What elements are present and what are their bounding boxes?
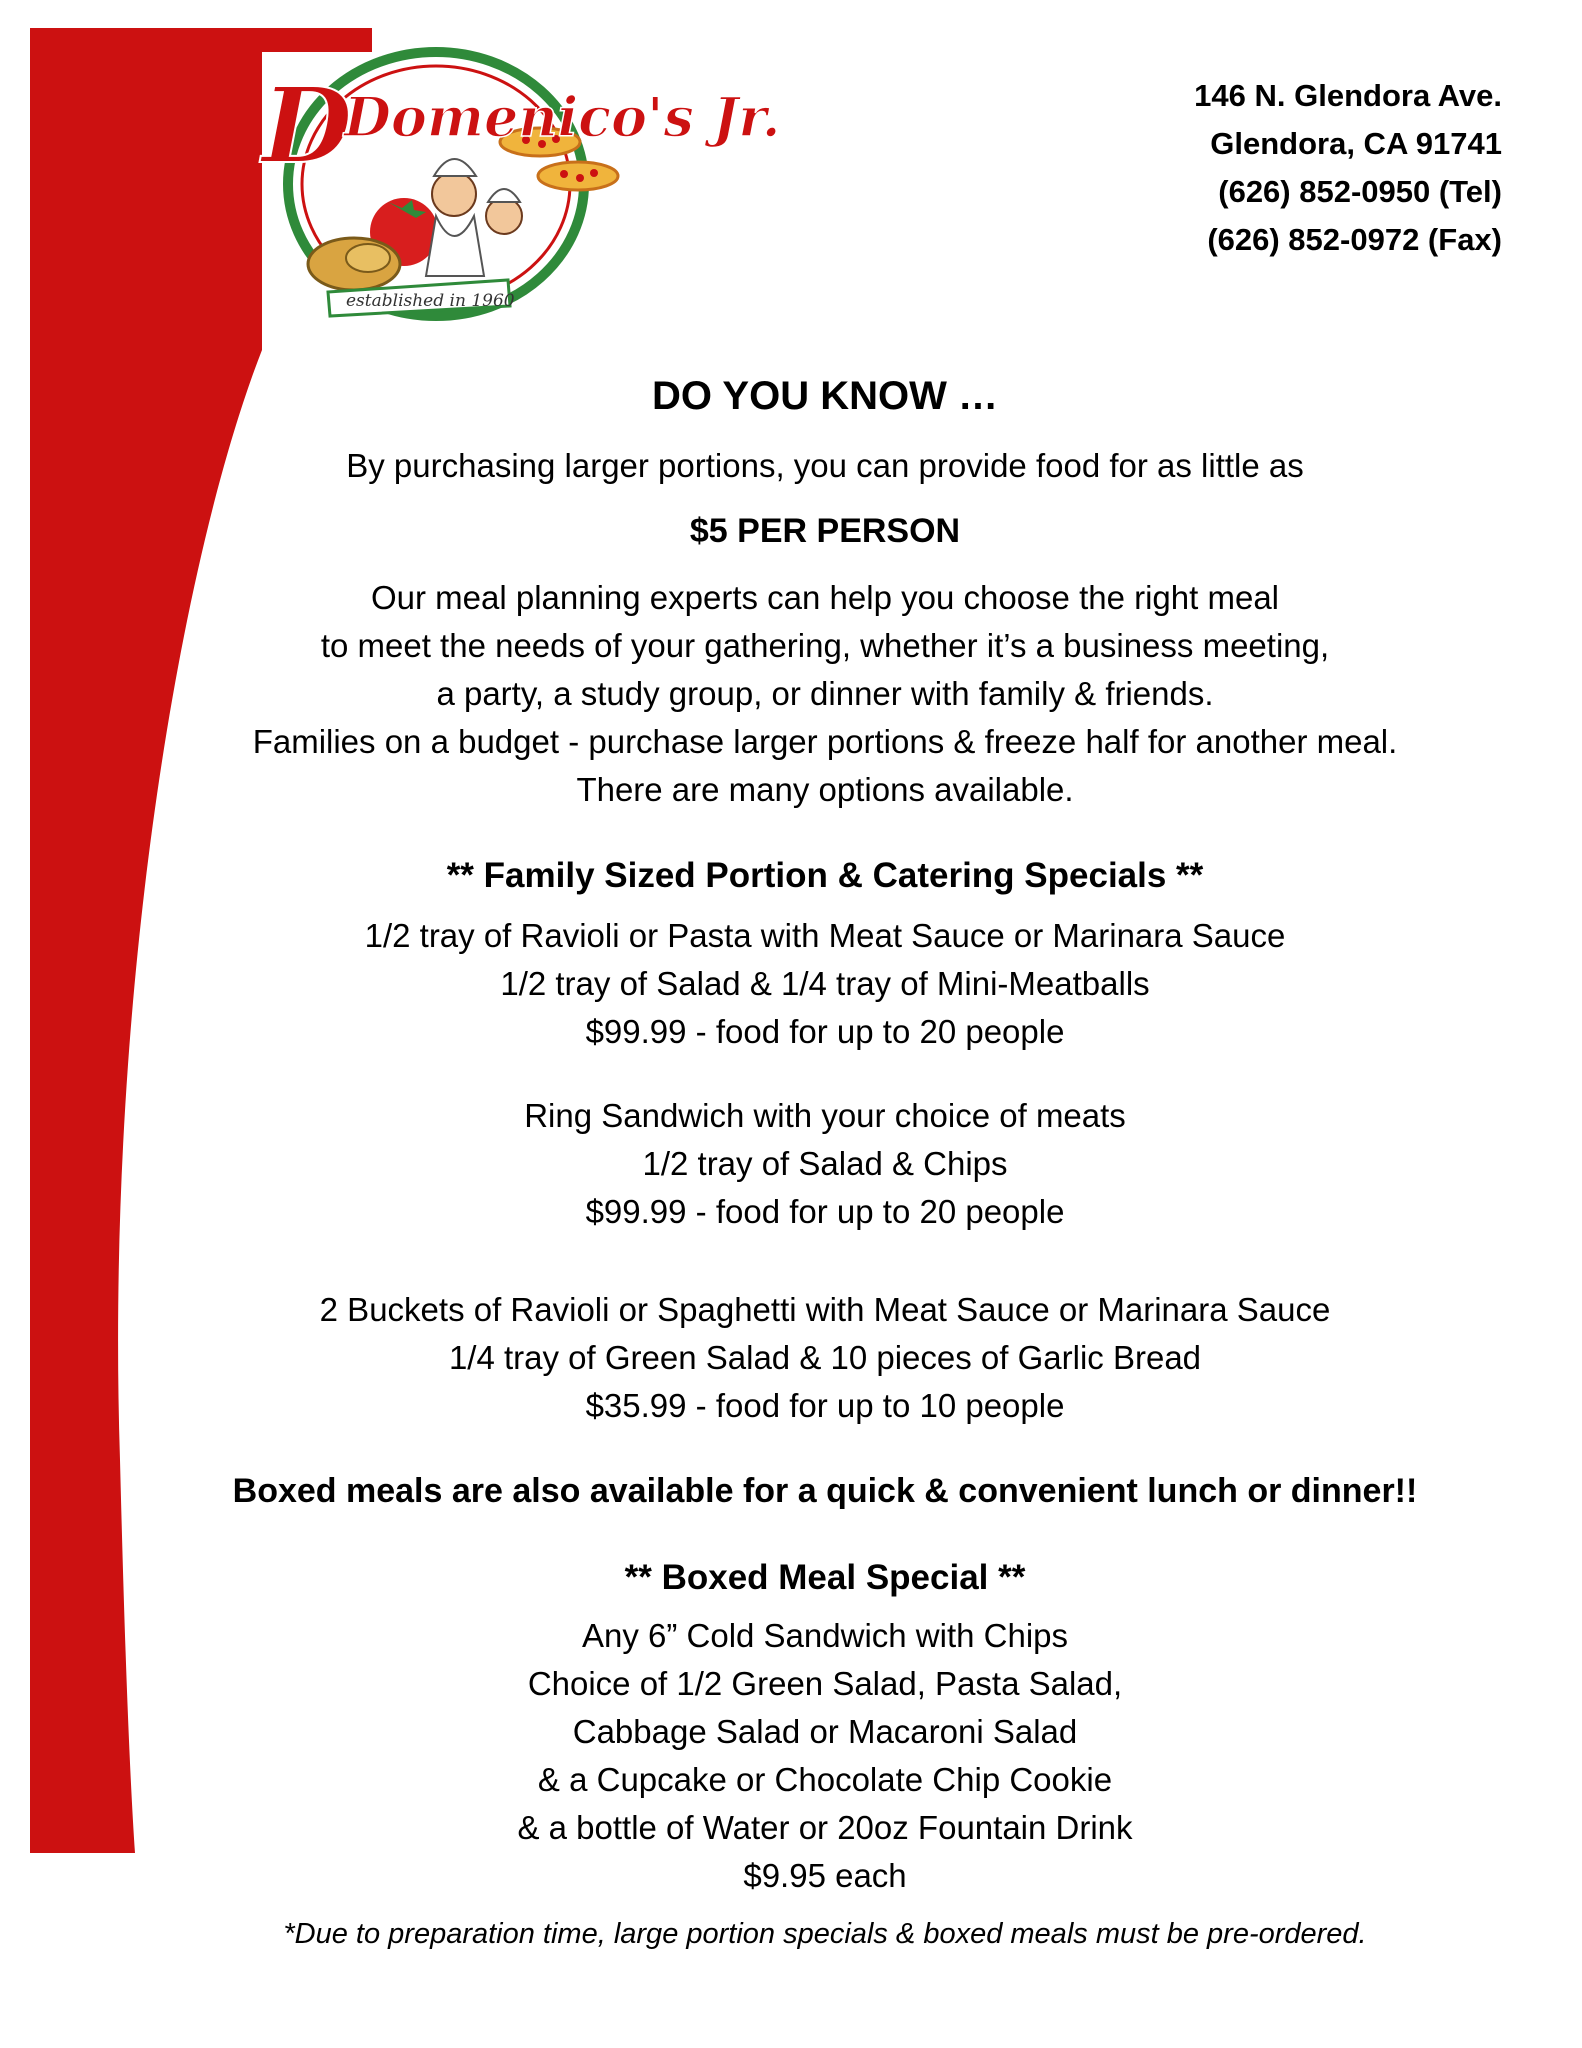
special-line: 2 Buckets of Ravioli or Spaghetti with Meat Sauce or Marinara Sauce — [319, 1291, 1331, 1328]
boxed-line: Any 6” Cold Sandwich with Chips — [581, 1617, 1069, 1654]
family-special-item — [160, 912, 1490, 1056]
phone-tel: (626) 852-0950 (Tel) — [1218, 174, 1502, 209]
logo-wordmark: Domenico's Jr. — [344, 85, 781, 149]
address-city: Glendora, CA 91741 — [1210, 126, 1502, 161]
family-specials-title: ** Family Sized Portion & Catering Specials ** — [446, 856, 1204, 895]
intro-para-line: to meet the needs of your gathering, whether it’s a business meeting, — [320, 627, 1330, 664]
intro-heading: DO YOU KNOW … — [652, 374, 998, 418]
special-price: $99.99 - food for up to 20 people — [585, 1013, 1065, 1050]
domenicos-jr-logo — [258, 44, 781, 332]
boxed-line: Cabbage Salad or Macaroni Salad — [572, 1713, 1078, 1750]
flyer-content — [160, 360, 1490, 1956]
intro-para-line: There are many options available. — [576, 771, 1074, 808]
special-line: 1/2 tray of Salad & 1/4 tray of Mini-Meatballs — [500, 965, 1150, 1002]
boxed-line: & a Cupcake or Chocolate Chip Cookie — [537, 1761, 1113, 1798]
intro-para-line: a party, a study group, or dinner with family & friends. — [436, 675, 1214, 712]
intro-paragraph — [160, 574, 1490, 814]
boxed-line: & a bottle of Water or 20oz Fountain Drink — [517, 1809, 1133, 1846]
preorder-footnote: *Due to preparation time, large portion specials & boxed meals must be pre-ordered. — [283, 1918, 1367, 1950]
boxed-meals-note: Boxed meals are also available for a quick & convenient lunch or dinner!! — [232, 1472, 1418, 1510]
special-line: 1/4 tray of Green Salad & 10 pieces of Garlic Bread — [448, 1339, 1202, 1376]
boxed-line: Choice of 1/2 Green Salad, Pasta Salad, — [527, 1665, 1123, 1702]
price-per-person: $5 PER PERSON — [689, 512, 961, 550]
special-price: $35.99 - food for up to 10 people — [585, 1387, 1065, 1424]
special-line: 1/2 tray of Ravioli or Pasta with Meat Sauce or Marinara Sauce — [364, 917, 1286, 954]
special-line: 1/2 tray of Salad & Chips — [642, 1145, 1008, 1182]
boxed-special-item — [160, 1612, 1490, 1900]
special-price: $99.99 - food for up to 20 people — [585, 1193, 1065, 1230]
intro-para-line: Our meal planning experts can help you choose the right meal — [370, 579, 1280, 616]
special-line: Ring Sandwich with your choice of meats — [524, 1097, 1126, 1134]
boxed-special-title: ** Boxed Meal Special ** — [624, 1558, 1026, 1597]
family-special-item — [160, 1286, 1490, 1430]
intro-line: By purchasing larger portions, you can provide food for as little as — [346, 447, 1304, 484]
contact-block — [1194, 72, 1502, 264]
family-special-item — [160, 1092, 1490, 1236]
phone-fax: (626) 852-0972 (Fax) — [1207, 222, 1502, 257]
svg-text:D: D — [262, 64, 353, 187]
address-street: 146 N. Glendora Ave. — [1194, 78, 1502, 113]
boxed-price: $9.95 each — [743, 1857, 907, 1894]
logo-tagline: established in 1960 — [346, 291, 515, 311]
intro-para-line: Families on a budget - purchase larger portions & freeze half for another meal. — [252, 723, 1398, 760]
